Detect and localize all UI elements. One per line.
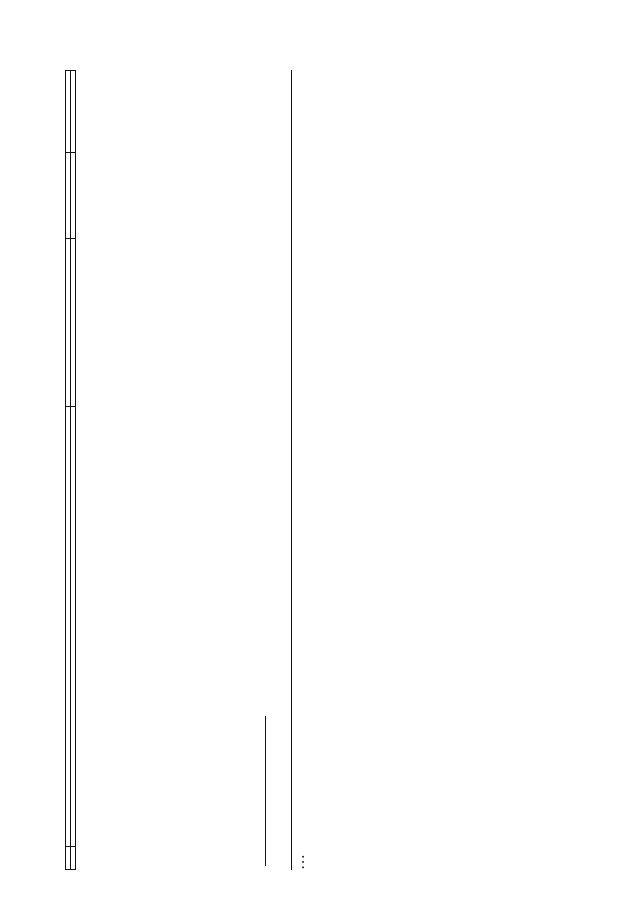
signature-line [291, 70, 292, 870]
document-content [55, 70, 315, 870]
table-row [71, 71, 76, 870]
row-number [71, 846, 76, 869]
row-question [71, 406, 76, 846]
fill-date-blank [265, 716, 266, 866]
checklist-table [65, 70, 76, 870]
row-answer-cell [71, 152, 76, 238]
row-note-cell [71, 71, 76, 153]
signature-area: … [291, 70, 309, 870]
row-reference [71, 238, 76, 406]
fill-date-line [255, 70, 270, 870]
